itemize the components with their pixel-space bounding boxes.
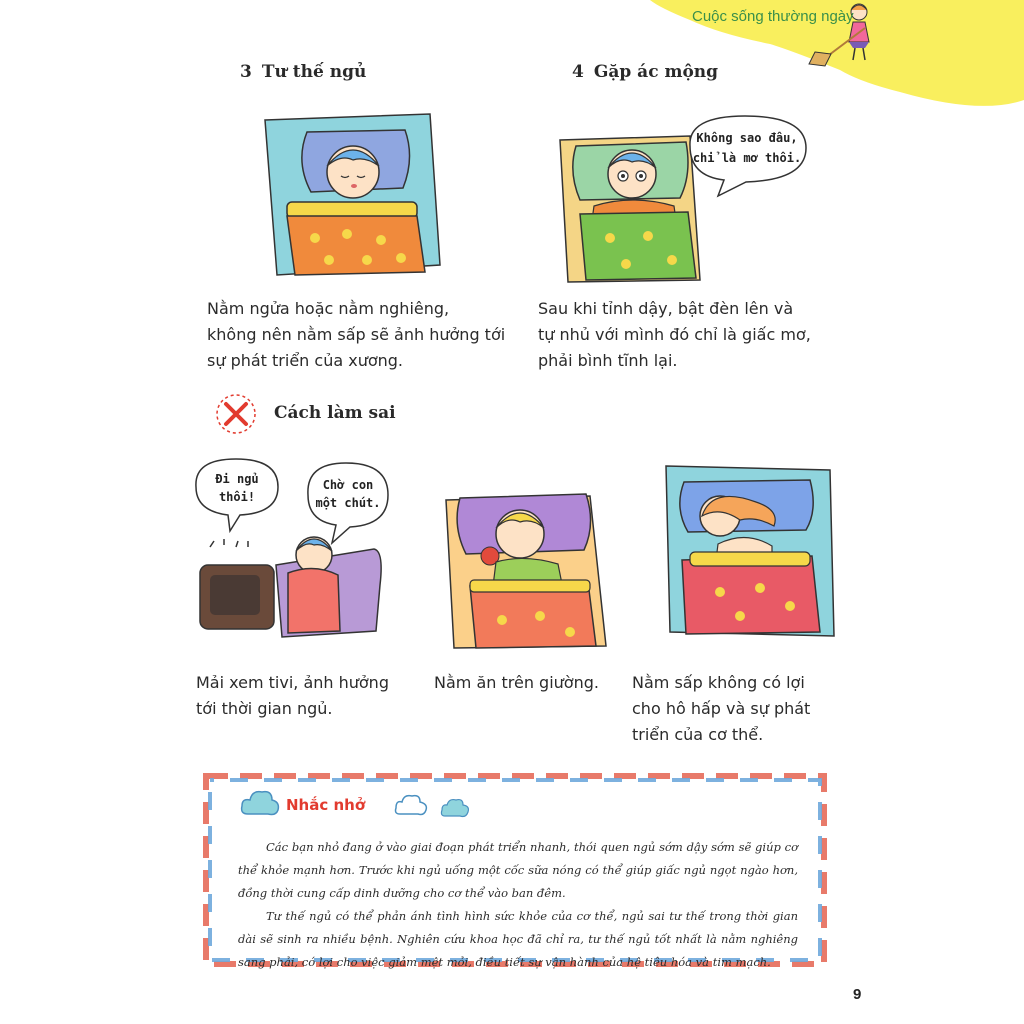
reminder-paragraph: Các bạn nhỏ đang ở vào giai đoạn phát triển nhanh, thói quen ngủ sớm dậy sớm sẽ giúp cơ thể khỏe mạnh hơn. Trước khi ngủ uống một cốc sữa nóng có thể giúp giấc ngủ ngọt ngào hơn, đồng thời cung cấp dinh dưỡng cho cơ thể vào ban đêm. <box>238 840 798 900</box>
speech-bubble-line: một chút. <box>315 496 381 510</box>
section-title-sleep-position <box>228 60 378 84</box>
caption-tv <box>196 670 389 722</box>
caption-line: không nên nằm sấp sẽ ảnh hưởng tới <box>207 325 506 344</box>
caption-line: Sau khi tỉnh dậy, bật đèn lên và <box>538 299 794 318</box>
eating-in-bed-illustration <box>440 470 610 650</box>
caption-stomach <box>632 670 810 748</box>
section-title-text: Gặp ác mộng <box>593 62 719 82</box>
tv-watching-illustration <box>190 455 400 645</box>
reminder-body <box>238 836 798 974</box>
caption-line: Nằm ngửa hoặc nằm nghiêng, <box>207 299 450 318</box>
caption-line: phải bình tĩnh lại. <box>538 351 678 370</box>
section-number: 3 <box>240 62 252 82</box>
cloud-icon <box>440 796 470 820</box>
caption-nightmare <box>538 296 811 374</box>
section-title-nightmare <box>560 60 730 84</box>
speech-bubble-line: thôi! <box>218 490 256 504</box>
header-corner-decoration <box>0 0 1024 120</box>
caption-eating <box>434 670 599 696</box>
sleeping-child-illustration <box>255 110 445 280</box>
caption-line: Mải xem tivi, ảnh hưởng <box>196 673 389 692</box>
caption-line: triển của cơ thể. <box>632 725 764 744</box>
header-title: Cuộc sống thường ngày <box>692 8 854 25</box>
wrong-x-icon <box>215 393 257 435</box>
caption-line: tới thời gian ngủ. <box>196 699 333 718</box>
page-number: 9 <box>853 986 862 1003</box>
reminder-paragraph: Tư thế ngủ có thể phản ánh tình hình sức khỏe của cơ thể, ngủ sai tư thế trong thời gian dài sẽ sinh ra nhiều bệnh. Nghiên cứu khoa học đã chỉ ra, tư thế ngủ tốt nhất là nằm nghiêng sang phải, có lợi cho việc giảm mệt mỏi, điều tiết sự vận hành của hệ tiêu hóa và tim mạch. <box>238 909 798 969</box>
caption-line: cho hô hấp và sự phát <box>632 699 811 718</box>
caption-line: Nằm ăn trên giường. <box>434 673 599 692</box>
lying-on-stomach-illustration <box>660 460 840 640</box>
speech-bubble-line: Không sao đâu, <box>696 131 798 145</box>
caption-sleep-position <box>207 296 505 374</box>
speech-bubble-line: Đi ngủ <box>215 472 259 486</box>
caption-line: tự nhủ với mình đó chỉ là giấc mơ, <box>538 325 811 344</box>
section-title-text: Cách làm sai <box>274 403 396 423</box>
caption-line: sự phát triển của xương. <box>207 351 403 370</box>
section-title-wrong <box>262 401 408 425</box>
nightmare-child-illustration <box>540 110 820 285</box>
cloud-icon <box>394 792 428 818</box>
reminder-title: Nhắc nhở <box>286 796 366 814</box>
cloud-icon <box>240 788 280 820</box>
section-title-text: Tư thế ngủ <box>261 62 367 82</box>
section-number: 4 <box>572 62 584 82</box>
caption-line: Nằm sấp không có lợi <box>632 673 805 692</box>
speech-bubble-line: Chờ con <box>322 478 374 492</box>
speech-bubble-line: chỉ là mơ thôi. <box>692 151 802 165</box>
